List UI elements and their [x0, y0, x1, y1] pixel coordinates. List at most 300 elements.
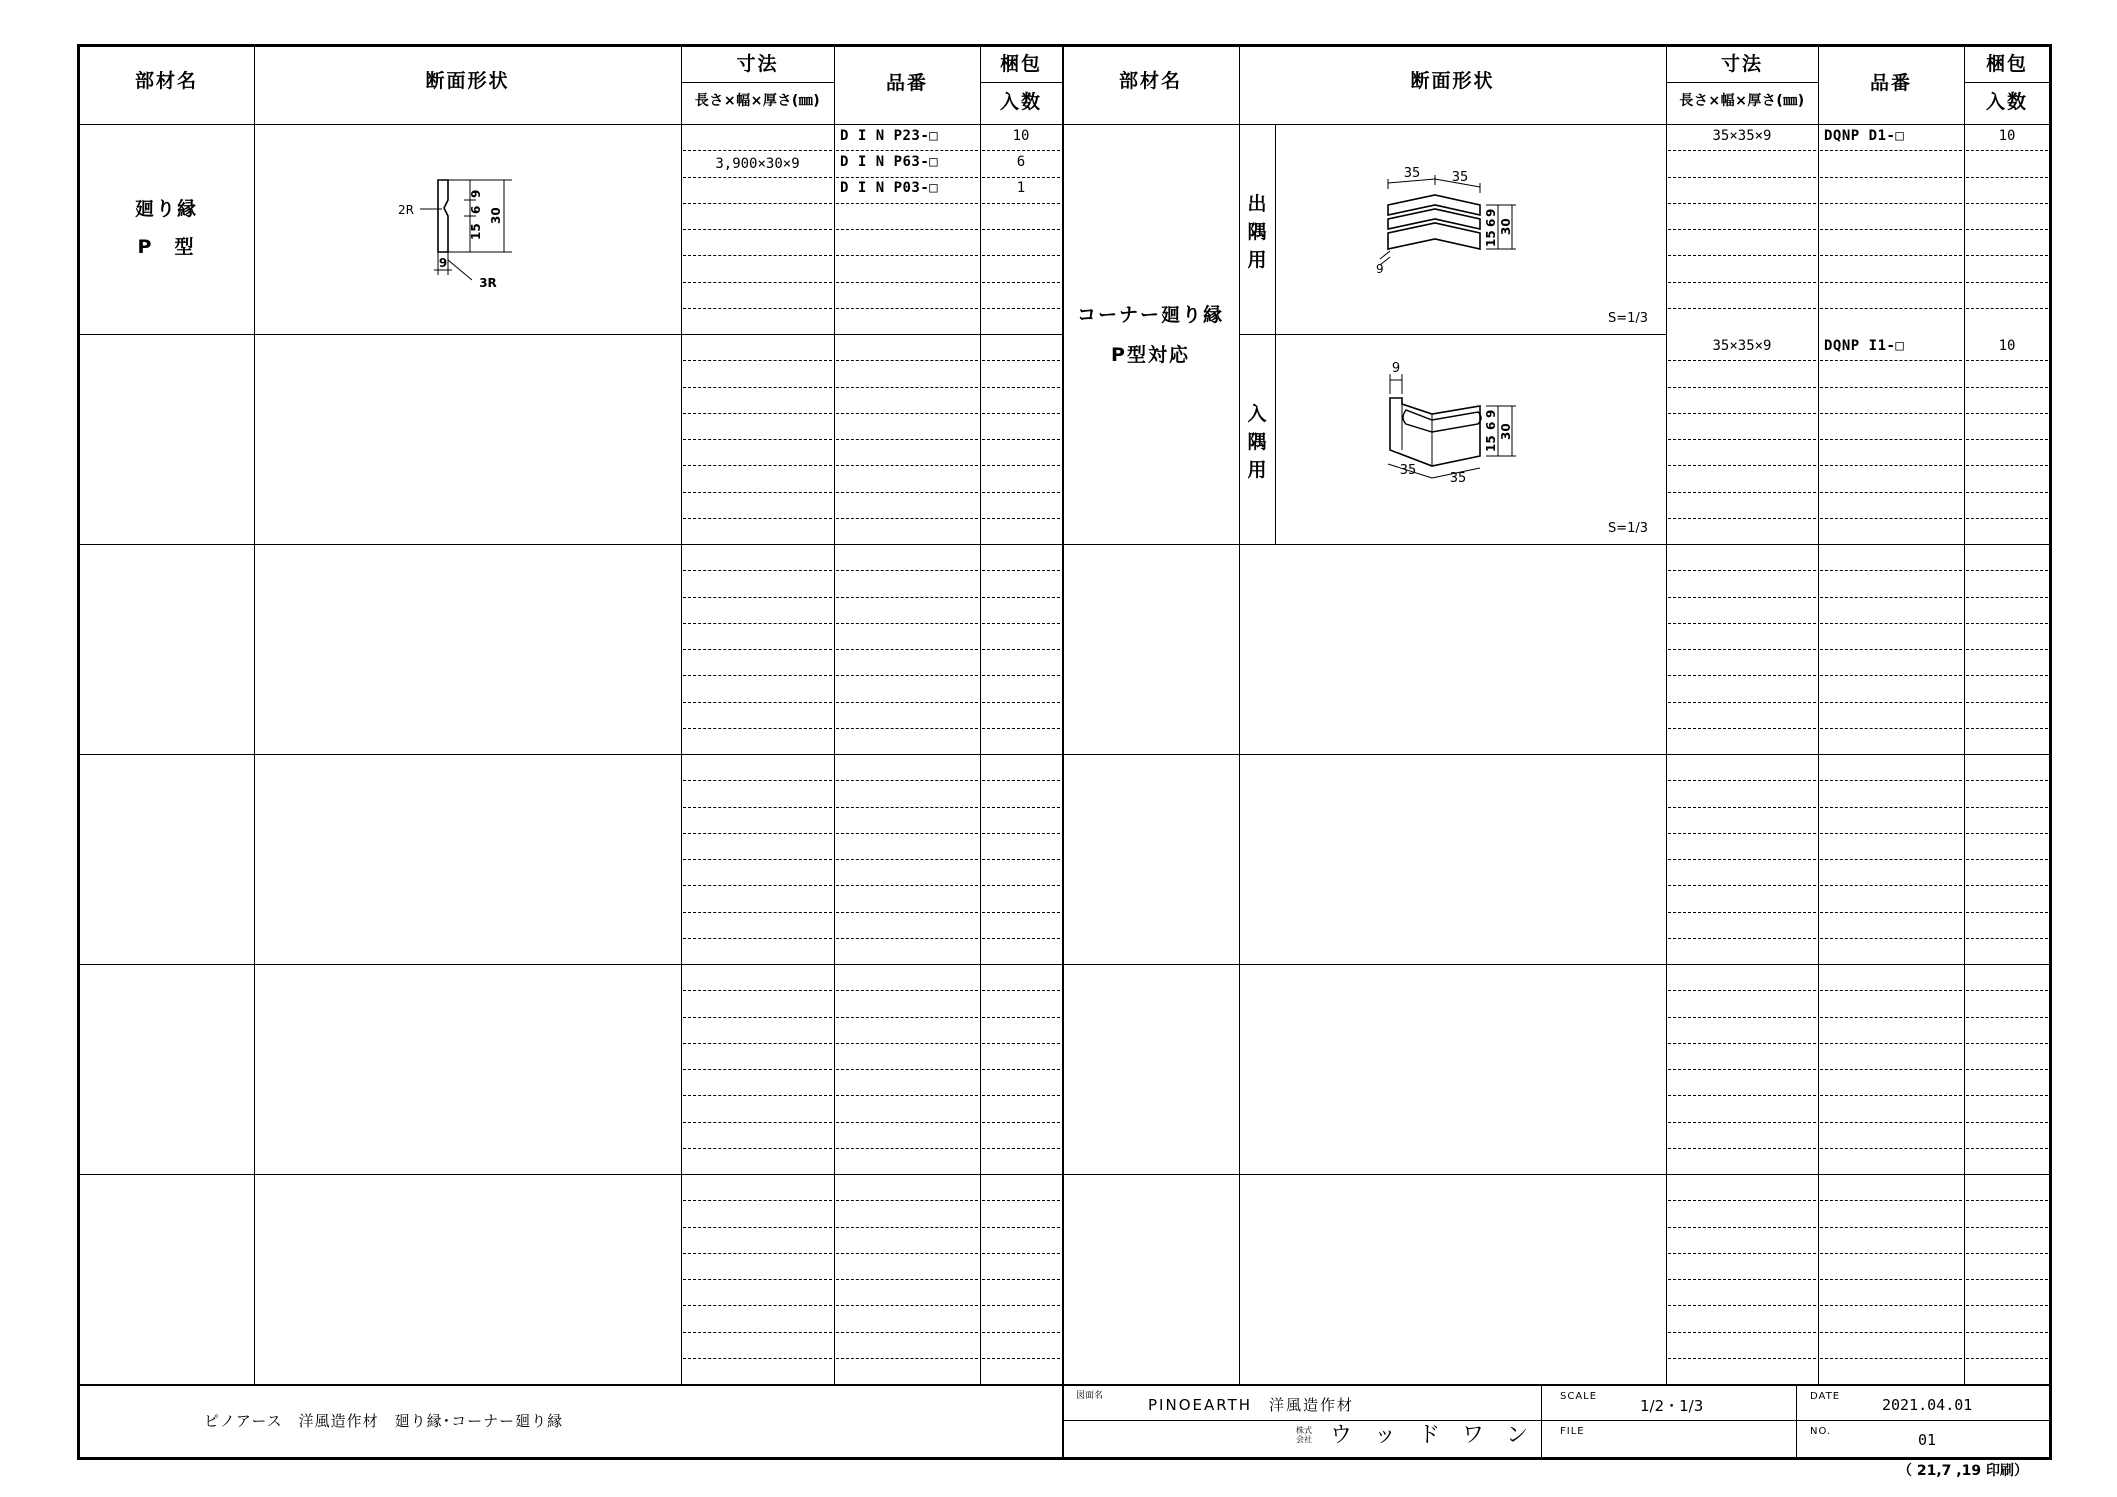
dashed-line: [836, 990, 978, 991]
dashed-line: [1820, 150, 1962, 151]
dashed-line: [683, 387, 832, 388]
dashed-line: [836, 807, 978, 808]
dashed-line: [683, 150, 832, 151]
dim-label: 9: [1376, 262, 1384, 276]
dim-label: 9: [1484, 409, 1498, 418]
col-line: [834, 46, 835, 1384]
header-part-number: 品番: [1869, 72, 1912, 94]
dashed-line: [1668, 1358, 1816, 1359]
header-subline: [1666, 82, 1818, 83]
dashed-line: [1668, 597, 1816, 598]
dashed-line: [1668, 1332, 1816, 1333]
dashed-line: [982, 1095, 1060, 1096]
dashed-line: [1820, 780, 1962, 781]
dashed-line: [1668, 255, 1816, 256]
dashed-line: [683, 1358, 832, 1359]
dashed-line: [982, 570, 1060, 571]
dashed-line: [683, 255, 832, 256]
dashed-line: [982, 308, 1060, 309]
dashed-line: [836, 912, 978, 913]
header-pack-1: 梱包: [1985, 53, 2028, 75]
dim-label: 15: [1484, 230, 1498, 247]
footer-line: [1541, 1385, 1542, 1458]
dashed-line: [1966, 702, 2048, 703]
dashed-line: [1820, 492, 1962, 493]
header-dimension-sub: 長さ×幅×厚さ(㎜): [1679, 93, 1805, 109]
dashed-line: [836, 623, 978, 624]
col-line: [254, 46, 255, 1384]
dashed-line: [1966, 439, 2048, 440]
date-value: 2021.04.01: [1882, 1396, 1973, 1414]
header-dimension: 寸法: [1720, 53, 1763, 75]
dashed-line: [1820, 885, 1962, 886]
dashed-line: [683, 1069, 832, 1070]
dashed-line: [982, 413, 1060, 414]
header-pack-2: 入数: [1985, 91, 2028, 113]
dashed-line: [982, 1043, 1060, 1044]
dashed-line: [683, 1305, 832, 1306]
dashed-line: [836, 1227, 978, 1228]
dim-label: 30: [1499, 423, 1513, 440]
dashed-line: [982, 387, 1060, 388]
footer-line: [1062, 1420, 2050, 1421]
dashed-line: [1820, 597, 1962, 598]
dashed-line: [982, 1253, 1060, 1254]
dashed-line: [1668, 1069, 1816, 1070]
dashed-line: [1668, 1200, 1816, 1201]
scale-label: SCALE: [1560, 1391, 1598, 1402]
dashed-line: [982, 623, 1060, 624]
dashed-line: [683, 728, 832, 729]
row-line: [1239, 334, 1666, 335]
pack-qty: 10: [1998, 338, 2016, 354]
header-section-shape: 断面形状: [425, 70, 510, 92]
dashed-line: [836, 1332, 978, 1333]
dashed-line: [1668, 1305, 1816, 1306]
row-line: [79, 754, 1062, 755]
dashed-line: [836, 465, 978, 466]
dashed-line: [683, 807, 832, 808]
dashed-line: [982, 1332, 1060, 1333]
dashed-line: [1820, 859, 1962, 860]
dashed-line: [1668, 807, 1816, 808]
dimension-value: 3,900×30×9: [715, 156, 800, 172]
dashed-line: [1966, 833, 2048, 834]
date-label: DATE: [1810, 1391, 1841, 1402]
dashed-line: [982, 1227, 1060, 1228]
dashed-line: [1966, 912, 2048, 913]
dim-label: 9: [1484, 208, 1498, 217]
dashed-line: [1966, 387, 2048, 388]
dashed-line: [683, 413, 832, 414]
dashed-line: [1820, 807, 1962, 808]
header-dimension-sub: 長さ×幅×厚さ(㎜): [694, 93, 821, 109]
dashed-line: [982, 702, 1060, 703]
dashed-line: [1966, 1305, 2048, 1306]
header-dimension: 寸法: [736, 53, 779, 75]
dashed-line: [1820, 387, 1962, 388]
dashed-line: [1668, 1148, 1816, 1149]
dashed-line: [982, 1122, 1060, 1123]
dashed-line: [683, 518, 832, 519]
part-number: D I N P23-□: [840, 128, 939, 144]
dashed-line: [1966, 1253, 2048, 1254]
header-member-name: 部材名: [134, 70, 198, 92]
dashed-line: [982, 177, 1060, 178]
dashed-line: [1966, 570, 2048, 571]
dashed-line: [1820, 1095, 1962, 1096]
scale-note: S=1/3: [1608, 521, 1649, 536]
file-label: FILE: [1560, 1426, 1585, 1437]
dashed-line: [1966, 1017, 2048, 1018]
dashed-line: [1966, 728, 2048, 729]
header-pack-2: 入数: [999, 91, 1042, 113]
dashed-line: [1966, 623, 2048, 624]
dashed-line: [1668, 518, 1816, 519]
dashed-line: [982, 150, 1060, 151]
dashed-line: [1820, 1332, 1962, 1333]
dashed-line: [982, 1358, 1060, 1359]
dashed-line: [683, 702, 832, 703]
dashed-line: [683, 990, 832, 991]
dashed-line: [1668, 938, 1816, 939]
dashed-line: [683, 675, 832, 676]
dashed-line: [1966, 1279, 2048, 1280]
header-subline: [980, 82, 1062, 83]
dashed-line: [1966, 255, 2048, 256]
inside-corner-drawing: [1370, 360, 1540, 490]
dashed-line: [1820, 649, 1962, 650]
drawing-name: PINOEARTH 洋風造作材: [1148, 1396, 1355, 1414]
dashed-line: [1966, 1332, 2048, 1333]
dashed-line: [1966, 885, 2048, 886]
col-line: [1666, 46, 1667, 1384]
dashed-line: [1966, 1122, 2048, 1123]
dashed-line: [1820, 1305, 1962, 1306]
dashed-line: [982, 1148, 1060, 1149]
dashed-line: [1820, 833, 1962, 834]
dim-label: 9: [438, 256, 448, 270]
dashed-line: [1966, 308, 2048, 309]
dashed-line: [836, 255, 978, 256]
dashed-line: [1820, 623, 1962, 624]
dashed-line: [982, 465, 1060, 466]
dim-label: 30: [489, 207, 503, 224]
dashed-line: [1668, 1227, 1816, 1228]
header-bottom: [79, 124, 2050, 125]
dashed-line: [836, 1305, 978, 1306]
company-name: ウ ッ ド ワ ン: [1330, 1423, 1529, 1448]
dashed-line: [1820, 1017, 1962, 1018]
dashed-line: [1966, 649, 2048, 650]
no-value: 01: [1918, 1431, 1937, 1449]
header-subline: [1964, 82, 2050, 83]
col-line: [980, 46, 981, 1384]
dashed-line: [1668, 465, 1816, 466]
dashed-line: [683, 938, 832, 939]
dashed-line: [836, 518, 978, 519]
header-part-number: 品番: [885, 72, 928, 94]
row-line: [79, 1174, 1062, 1175]
dashed-line: [1820, 465, 1962, 466]
dashed-line: [836, 1017, 978, 1018]
dashed-line: [1820, 675, 1962, 676]
corner-member-name-2: P型対応: [1111, 344, 1190, 366]
dashed-line: [1820, 728, 1962, 729]
dim-label: 6: [1484, 218, 1498, 227]
col-line: [1818, 46, 1819, 1384]
dashed-line: [1668, 492, 1816, 493]
dashed-line: [982, 203, 1060, 204]
dashed-line: [683, 177, 832, 178]
dashed-line: [836, 308, 978, 309]
dashed-line: [683, 597, 832, 598]
dashed-line: [836, 413, 978, 414]
dashed-line: [836, 229, 978, 230]
scale-note: S=1/3: [1608, 311, 1649, 326]
dashed-line: [836, 597, 978, 598]
dashed-line: [1966, 360, 2048, 361]
dashed-line: [1668, 1279, 1816, 1280]
dashed-line: [982, 518, 1060, 519]
dashed-line: [1668, 912, 1816, 913]
row-line: [1062, 754, 2050, 755]
dashed-line: [982, 439, 1060, 440]
footer-line: [1796, 1385, 1797, 1458]
print-note: （ 21,7 ,19 印刷）: [1898, 1463, 2028, 1479]
dashed-line: [683, 570, 832, 571]
dim-label: 35: [1449, 471, 1467, 486]
part-number: DQNP I1-□: [1824, 338, 1905, 354]
dashed-line: [1820, 360, 1962, 361]
dimension-value: 35×35×9: [1712, 338, 1772, 354]
molding-section-drawing: [400, 170, 540, 290]
center-divider: [1062, 46, 1064, 1458]
dashed-line: [683, 1017, 832, 1018]
dashed-line: [982, 675, 1060, 676]
dashed-line: [683, 649, 832, 650]
dashed-line: [982, 938, 1060, 939]
dashed-line: [982, 255, 1060, 256]
dashed-line: [982, 1279, 1060, 1280]
dashed-line: [1966, 938, 2048, 939]
outside-corner-drawing: [1370, 165, 1540, 285]
dashed-line: [683, 859, 832, 860]
dashed-line: [982, 833, 1060, 834]
dashed-line: [1820, 308, 1962, 309]
dashed-line: [836, 833, 978, 834]
dashed-line: [1820, 1043, 1962, 1044]
dashed-line: [1966, 1358, 2048, 1359]
dashed-line: [836, 859, 978, 860]
dashed-line: [1966, 150, 2048, 151]
dashed-line: [1820, 229, 1962, 230]
dashed-line: [1820, 938, 1962, 939]
dashed-line: [1820, 1358, 1962, 1359]
pack-qty: 6: [1016, 154, 1026, 170]
dashed-line: [1820, 1122, 1962, 1123]
dashed-line: [1820, 990, 1962, 991]
dashed-line: [982, 807, 1060, 808]
dashed-line: [683, 833, 832, 834]
dashed-line: [836, 649, 978, 650]
no-label: NO.: [1810, 1426, 1832, 1437]
dashed-line: [836, 938, 978, 939]
dashed-line: [982, 859, 1060, 860]
dashed-line: [982, 1200, 1060, 1201]
dashed-line: [1966, 413, 2048, 414]
dashed-line: [1668, 177, 1816, 178]
dashed-line: [683, 360, 832, 361]
dimension-value: 35×35×9: [1712, 128, 1772, 144]
dashed-line: [982, 1069, 1060, 1070]
dim-label: 3R: [479, 276, 497, 290]
row-line: [1062, 1174, 2050, 1175]
dashed-line: [982, 1017, 1060, 1018]
dashed-line: [1966, 1069, 2048, 1070]
dashed-line: [836, 1358, 978, 1359]
header-subline: [681, 82, 834, 83]
dashed-line: [836, 1122, 978, 1123]
dashed-line: [1820, 1069, 1962, 1070]
dashed-line: [836, 360, 978, 361]
dashed-line: [1966, 859, 2048, 860]
dashed-line: [1668, 1017, 1816, 1018]
dashed-line: [836, 1200, 978, 1201]
dim-label: 35: [1451, 170, 1469, 185]
col-line: [681, 46, 682, 1384]
dashed-line: [683, 885, 832, 886]
dashed-line: [1668, 570, 1816, 571]
dashed-line: [683, 229, 832, 230]
dashed-line: [1820, 1279, 1962, 1280]
dashed-line: [683, 1122, 832, 1123]
dashed-line: [982, 780, 1060, 781]
dashed-line: [1966, 1095, 2048, 1096]
row-line: [79, 334, 1062, 335]
dashed-line: [836, 387, 978, 388]
dim-label: 15: [469, 223, 483, 240]
dashed-line: [1820, 282, 1962, 283]
dashed-line: [836, 1095, 978, 1096]
dashed-line: [683, 1200, 832, 1201]
dashed-line: [836, 570, 978, 571]
corner-member-name-1: コーナー廻り縁: [1076, 304, 1224, 326]
member-name-line2: P 型: [137, 236, 196, 258]
dashed-line: [1668, 780, 1816, 781]
dashed-line: [1668, 623, 1816, 624]
dashed-line: [683, 492, 832, 493]
dashed-line: [1820, 702, 1962, 703]
dashed-line: [1668, 885, 1816, 886]
outside-corner-label: 出 隅 用: [1247, 193, 1267, 271]
dashed-line: [982, 282, 1060, 283]
dashed-line: [836, 728, 978, 729]
dashed-line: [982, 229, 1060, 230]
dashed-line: [683, 1279, 832, 1280]
company-prefix: 株式 会社: [1296, 1426, 1312, 1444]
dashed-line: [836, 675, 978, 676]
dashed-line: [1820, 177, 1962, 178]
dashed-line: [836, 203, 978, 204]
dashed-line: [1668, 413, 1816, 414]
pack-qty: 10: [1012, 128, 1030, 144]
row-line: [79, 964, 1062, 965]
dashed-line: [1668, 649, 1816, 650]
dashed-line: [1820, 912, 1962, 913]
dashed-line: [1966, 675, 2048, 676]
dashed-line: [836, 702, 978, 703]
dashed-line: [836, 1069, 978, 1070]
inside-corner-label: 入 隅 用: [1247, 403, 1267, 481]
dashed-line: [1668, 360, 1816, 361]
dim-label: 9: [469, 189, 483, 198]
dashed-line: [683, 308, 832, 309]
dashed-line: [836, 492, 978, 493]
dashed-line: [683, 465, 832, 466]
dashed-line: [982, 1305, 1060, 1306]
row-line: [1062, 544, 2050, 545]
dashed-line: [836, 1253, 978, 1254]
dashed-line: [1966, 1043, 2048, 1044]
part-number: DQNP D1-□: [1824, 128, 1905, 144]
drawing-frame: [77, 44, 2052, 1460]
dashed-line: [683, 1227, 832, 1228]
dashed-line: [1966, 203, 2048, 204]
part-number: D I N P63-□: [840, 154, 939, 170]
dashed-line: [683, 1332, 832, 1333]
pack-qty: 1: [1016, 180, 1026, 196]
dashed-line: [1966, 229, 2048, 230]
dashed-line: [1668, 1253, 1816, 1254]
dashed-line: [1820, 1253, 1962, 1254]
dashed-line: [1668, 203, 1816, 204]
dashed-line: [1820, 1200, 1962, 1201]
col-line: [1239, 46, 1240, 1384]
dashed-line: [683, 1148, 832, 1149]
footer-title: ピノアース 洋風造作材 廻り縁･コーナー廻り縁: [204, 1412, 564, 1430]
dashed-line: [836, 780, 978, 781]
dashed-line: [836, 1279, 978, 1280]
dashed-line: [836, 150, 978, 151]
dim-label: 2R: [398, 203, 414, 217]
dashed-line: [1668, 859, 1816, 860]
dashed-line: [1820, 518, 1962, 519]
dashed-line: [1820, 439, 1962, 440]
dashed-line: [1668, 1043, 1816, 1044]
row-line: [1062, 964, 2050, 965]
dashed-line: [1668, 439, 1816, 440]
dashed-line: [1820, 1148, 1962, 1149]
dashed-line: [1966, 177, 2048, 178]
dashed-line: [1966, 990, 2048, 991]
dim-label: 6: [469, 205, 483, 214]
dim-label: 6: [1484, 421, 1498, 430]
dashed-line: [1966, 1148, 2048, 1149]
dashed-line: [982, 597, 1060, 598]
dashed-line: [1966, 518, 2048, 519]
dashed-line: [982, 649, 1060, 650]
dashed-line: [1966, 597, 2048, 598]
dashed-line: [1668, 728, 1816, 729]
dashed-line: [1668, 702, 1816, 703]
dashed-line: [1668, 675, 1816, 676]
dashed-line: [1966, 282, 2048, 283]
dashed-line: [982, 728, 1060, 729]
dashed-line: [982, 885, 1060, 886]
dashed-line: [683, 780, 832, 781]
dashed-line: [683, 1095, 832, 1096]
